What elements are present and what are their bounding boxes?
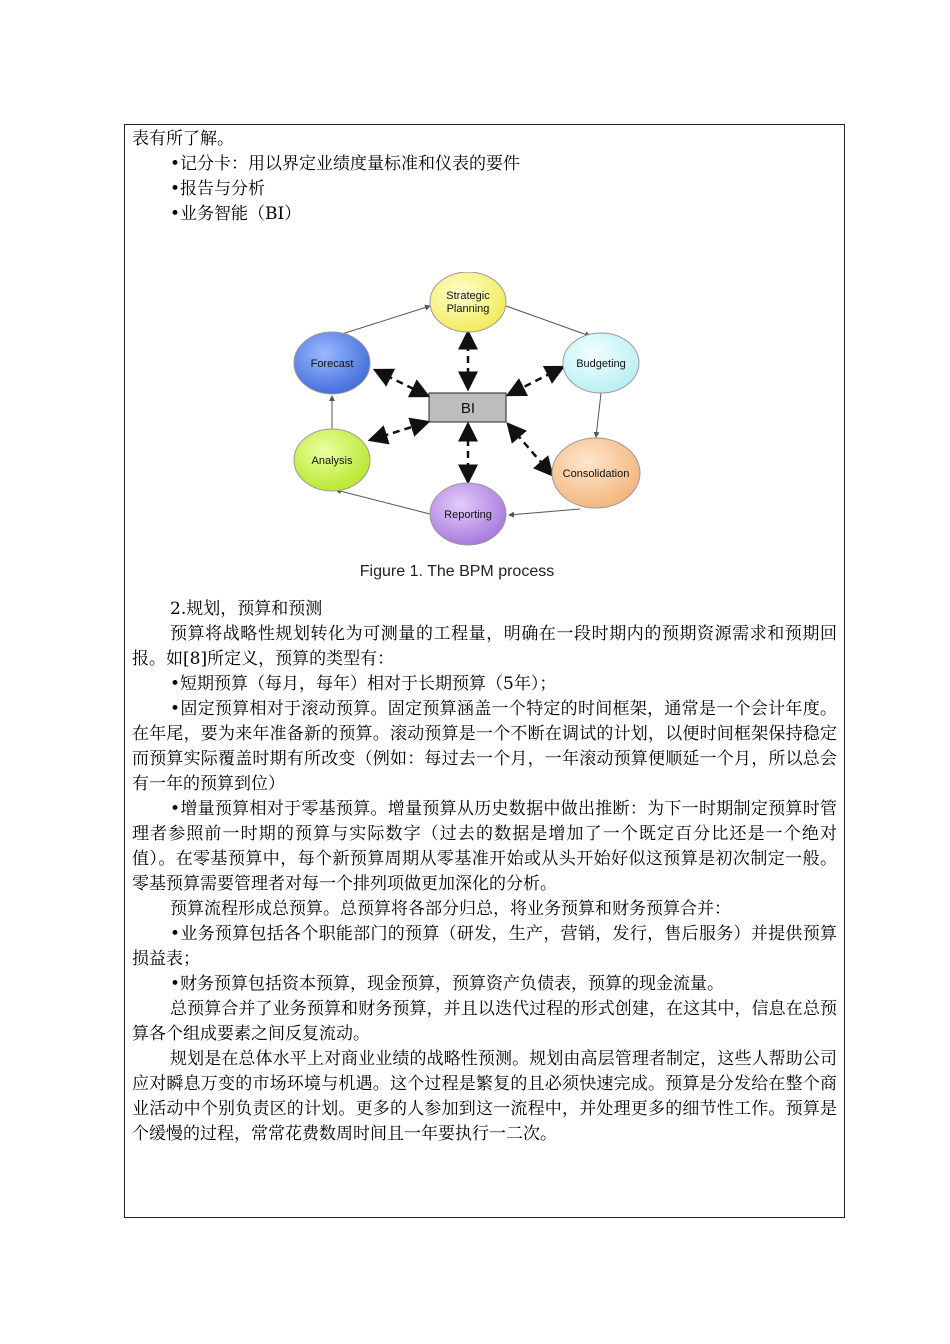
bi-arrow-budgeting <box>508 367 563 395</box>
cycle-arrow-reporting-analysis <box>336 490 430 514</box>
node-strategic-label-2: Planning <box>446 303 490 315</box>
bullet-scorecard: •记分卡：用以界定业绩度量标准和仪表的要件 <box>170 154 521 174</box>
node-reporting-label: Reporting <box>444 509 492 521</box>
intro-block <box>132 127 837 227</box>
bullet-bi: •业务智能（BI） <box>170 204 302 224</box>
bullet-reporting: •报告与分析 <box>170 179 266 199</box>
bullet-incremental-budget: •增量预算相对于零基预算。增量预算从历史数据中做出推断：为下一时期制定预算时管理者参照前一时期的预算与实际数字（过去的数据是增加了一个既定百分比还是一个绝对值）。在零基预算中，每个新预算周期从零基准开始或从头开始好似这预算是初次制定一般。零基预算需要管理者对每一个排列项做更加深化的分析。 <box>132 799 837 894</box>
cycle-arrow-strategic-budgeting <box>506 306 590 336</box>
node-strategic-label-1: Strategic <box>446 290 490 302</box>
node-analysis-label: Analysis <box>311 455 353 467</box>
node-consolidation-label: Consolidation <box>562 468 630 480</box>
paragraph: 预算将战略性规划转化为可测量的工程量，明确在一段时期内的预期资源需求和预期回报。如[8]所定义，预算的类型有： <box>132 624 837 669</box>
bullet-operating-budget: •业务预算包括各个职能部门的预算（研发，生产，营销，发行，售后服务）并提供预算损益表； <box>132 924 837 969</box>
paragraph: 总预算合并了业务预算和财务预算，并且以迭代过程的形式创建，在这其中，信息在总预算各个组成要素之间反复流动。 <box>132 999 837 1044</box>
bullet-fixed-budget: •固定预算相对于滚动预算。固定预算涵盖一个特定的时间框架，通常是一个会计年度。在年尾，要为来年准备新的预算。滚动预算是一个不断在调试的计划，以便时间框架保持稳定而预算实际覆盖时期有所改变（例如：每过去一个月，一年滚动预算便顺延一个月，所以总会有一年的预算到位） <box>132 699 837 794</box>
paragraph: 规划是在总体水平上对商业业绩的战略性预测。规划由高层管理者制定，这些人帮助公司应对瞬息万变的市场环境与机遇。这个过程是繁复的且必须快速完成。预算是分发给在整个商业活动中个别负责区的计划。更多的人参加到这一流程中，并处理更多的细节性工作。预算是个缓慢的过程，常常花费数周时间且一年要执行一二次。 <box>132 1049 837 1144</box>
node-strategic-planning <box>430 272 506 332</box>
bullet-financial-budget: •财务预算包括资本预算，现金预算，预算资产负债表，预算的现金流量。 <box>170 974 725 994</box>
bullet-short-term-budget: •短期预算（每月，每年）相对于长期预算（5年）； <box>170 674 557 694</box>
bi-arrow-forecast <box>375 370 428 396</box>
intro-continuation: 表有所了解。 <box>132 129 234 149</box>
bpm-process-diagram <box>290 272 650 592</box>
paragraph: 预算流程形成总预算。总预算将各部分归总，将业务预算和财务预算合并： <box>170 899 731 919</box>
bi-arrow-analysis <box>370 422 428 440</box>
section-2-block <box>132 597 837 1147</box>
bi-label: BI <box>460 400 476 417</box>
cycle-arrow-consolidation-reporting <box>509 509 580 515</box>
node-budgeting-label: Budgeting <box>576 358 626 370</box>
figure-caption: Figure 1. The BPM process <box>359 563 555 580</box>
node-forecast-label: Forecast <box>310 358 354 370</box>
cycle-arrow-budgeting-consolidation <box>596 393 601 437</box>
section-heading: 2.规划，预算和预测 <box>170 599 323 619</box>
bi-arrow-consolidation <box>508 424 552 475</box>
cycle-arrow-forecast-strategic <box>342 306 430 334</box>
